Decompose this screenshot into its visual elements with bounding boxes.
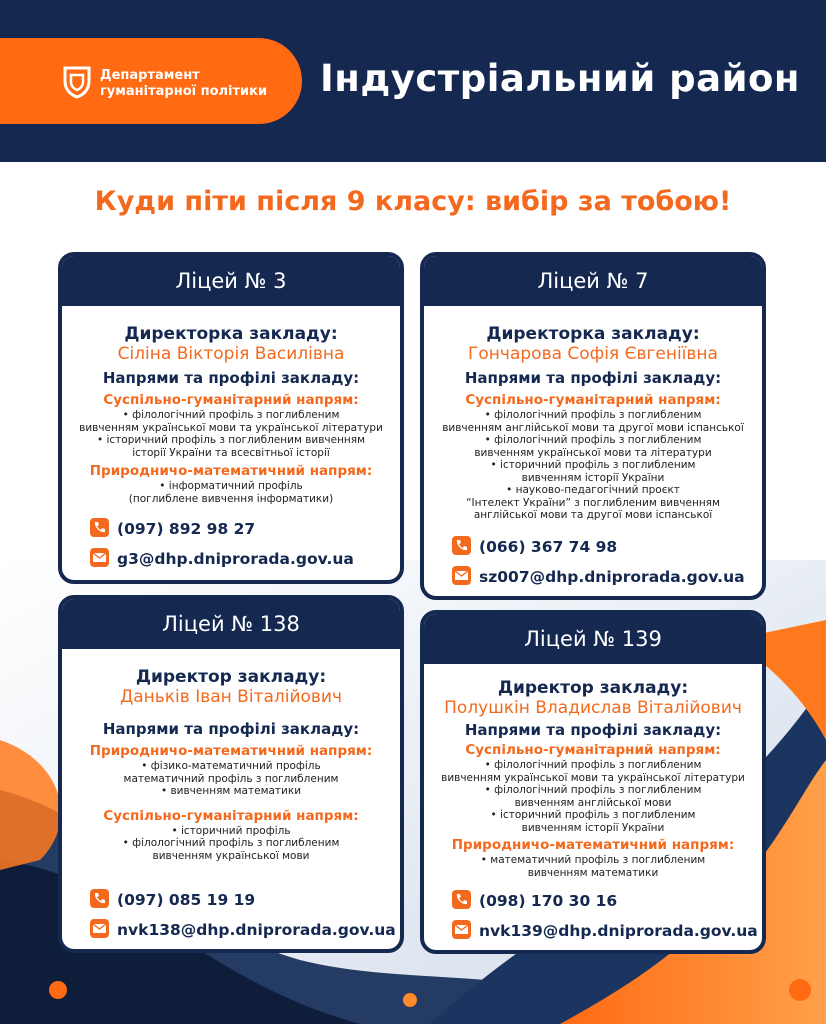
phone-number: (098) 170 30 16 — [479, 892, 618, 910]
direction-title: Природничо-математичний напрям: — [451, 837, 735, 853]
list-item: історії України та всесвітньої історії — [132, 446, 330, 459]
list-item: математичний профіль з поглибленим — [123, 772, 339, 785]
direction-title: Суспільно-гуманітарний напрям: — [103, 392, 359, 408]
direction-items — [62, 480, 400, 505]
list-item: вивченням математики — [527, 866, 659, 879]
list-item: • філологічний профіль з поглибленим — [484, 759, 702, 771]
director-name: Сіліна Вікторія Василівна — [117, 344, 345, 364]
page-headline: Куди піти після 9 класу: вибір за тобою! — [94, 186, 732, 217]
direction-items — [424, 409, 762, 522]
director-role: Директорка закладу: — [486, 324, 700, 344]
phone-number: (066) 367 74 98 — [479, 538, 618, 556]
list-item: вивченням української мови та літератури — [474, 446, 712, 459]
director-name: Даньків Іван Віталійович — [119, 687, 343, 707]
direction-items — [62, 760, 400, 798]
list-item: • інформатичний профіль — [159, 480, 303, 492]
list-item: вивченням історії України — [521, 821, 665, 834]
list-item: • історичний профіль — [171, 824, 291, 837]
phone-icon — [452, 536, 471, 555]
card-title: Ліцей № 139 — [424, 614, 762, 664]
direction-items — [424, 759, 762, 834]
logo-line-2: гуманітарної політики — [100, 84, 268, 99]
list-item: • науково-педагогічний проєкт — [506, 484, 680, 496]
email-address: nvk139@dhp.dniprorada.gov.ua — [479, 922, 758, 940]
email-address: g3@dhp.dniprorada.gov.ua — [117, 550, 354, 568]
phone-icon — [90, 889, 109, 908]
direction-title: Суспільно-гуманітарний напрям: — [465, 392, 721, 408]
email-icon — [452, 920, 471, 939]
list-item: • філологічний профіль з поглибленим — [484, 784, 702, 796]
profiles-title: Напрями та профілі закладу: — [102, 369, 360, 387]
director-role: Директорка закладу: — [124, 324, 338, 344]
email-address: nvk138@dhp.dniprorada.gov.ua — [117, 921, 396, 939]
director-name: Полушкін Владислав Віталійович — [444, 698, 742, 718]
list-item: вивченням української мови — [152, 849, 310, 862]
list-item: • фізико-математичний профіль — [141, 760, 321, 772]
director-role: Директор закладу: — [135, 667, 327, 687]
list-item: • філологічний профіль з поглибленим — [122, 837, 340, 849]
email-row[interactable] — [452, 920, 758, 940]
list-item: вивченням історії України — [521, 471, 665, 484]
profiles-title: Напрями та профілі закладу: — [102, 720, 360, 738]
list-item: • історичний профіль з поглибленим — [490, 459, 696, 471]
list-item: (поглиблене вивчення інформатики) — [128, 492, 334, 505]
district-title: Індустріальний район — [320, 57, 800, 100]
email-row[interactable] — [90, 548, 354, 568]
email-icon — [90, 548, 109, 567]
direction-items — [62, 409, 400, 459]
card-lyceum-138 — [58, 595, 404, 953]
phone-row[interactable] — [452, 536, 617, 556]
direction-items — [424, 854, 762, 879]
phone-icon — [452, 890, 471, 909]
profiles-title: Напрями та профілі закладу: — [464, 721, 722, 739]
card-lyceum-7 — [420, 252, 766, 600]
list-item: • філологічний профіль з поглибленим — [484, 434, 702, 446]
card-lyceum-3 — [58, 252, 404, 584]
email-address: sz007@dhp.dniprorada.gov.ua — [479, 568, 745, 586]
email-row[interactable] — [452, 566, 745, 586]
shield-logo-icon — [62, 65, 92, 99]
list-item: вивченням англійської мови — [514, 796, 672, 809]
phone-number: (097) 085 19 19 — [117, 891, 256, 909]
list-item: “Інтелект України” з поглибленим вивченням — [466, 496, 720, 509]
list-item: • вивченням математики — [160, 785, 302, 797]
direction-items — [62, 825, 400, 863]
list-item: • філологічний профіль з поглибленим — [122, 409, 340, 421]
logo-text — [100, 68, 267, 100]
email-row[interactable] — [90, 919, 396, 939]
direction-title: Суспільно-гуманітарний напрям: — [465, 742, 721, 758]
director-name: Гончарова Софія Євгеніївна — [468, 344, 718, 364]
direction-title: Природничо-математичний напрям: — [89, 463, 373, 479]
phone-icon — [90, 518, 109, 537]
phone-row[interactable] — [90, 889, 255, 909]
list-item: вивченням української мови та української літератури — [441, 771, 745, 784]
list-item: англійської мови та другої мови іспанської — [473, 509, 713, 521]
director-role: Директор закладу: — [497, 678, 689, 698]
profiles-title: Напрями та профілі закладу: — [464, 369, 722, 387]
phone-number: (097) 892 98 27 — [117, 520, 256, 538]
direction-title: Природничо-математичний напрям: — [89, 743, 373, 759]
list-item: вивченням англійської мови та другої мови іспанської — [442, 421, 744, 434]
email-icon — [452, 566, 471, 585]
list-item: • історичний профіль з поглибленим вивченням — [96, 434, 366, 446]
logo-line-1: Департамент — [100, 68, 200, 83]
card-lyceum-139 — [420, 610, 766, 954]
card-title: Ліцей № 7 — [424, 256, 762, 306]
card-title: Ліцей № 138 — [62, 599, 400, 649]
email-icon — [90, 919, 109, 938]
card-title: Ліцей № 3 — [62, 256, 400, 306]
list-item: • історичний профіль з поглибленим — [490, 809, 696, 821]
list-item: • філологічний профіль з поглибленим — [484, 409, 702, 421]
phone-row[interactable] — [452, 890, 617, 910]
list-item: вивченням української мови та української літератури — [79, 421, 383, 434]
direction-title: Суспільно-гуманітарний напрям: — [103, 807, 359, 824]
phone-row[interactable] — [90, 518, 255, 538]
list-item: • математичний профіль з поглибленим — [480, 854, 706, 866]
